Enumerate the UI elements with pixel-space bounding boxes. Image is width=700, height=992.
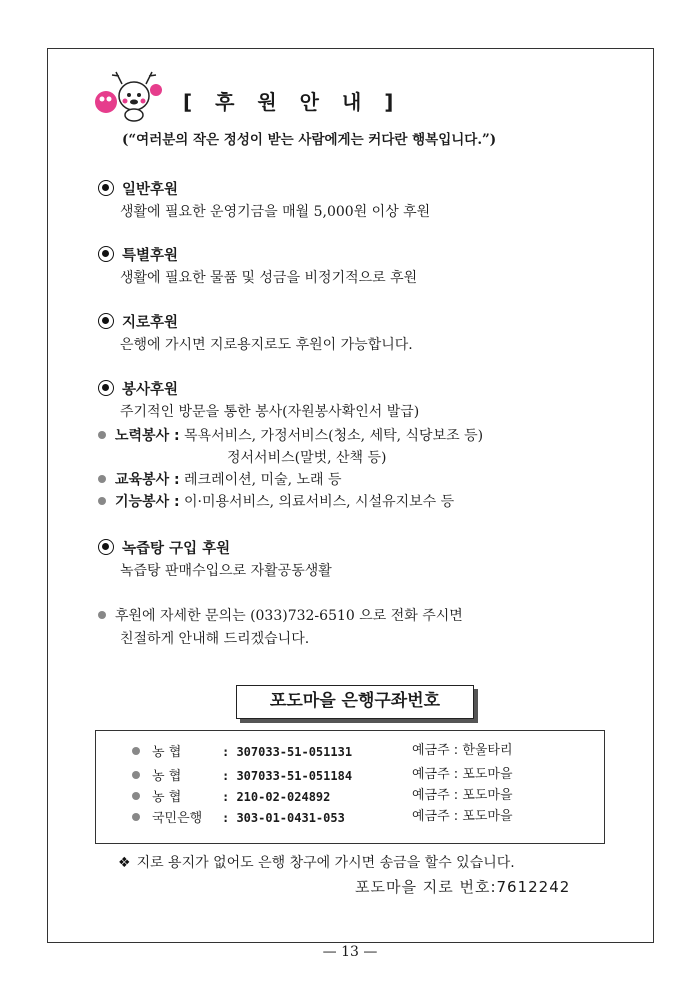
page-number: — 13 — — [322, 944, 378, 960]
section-text-volunteer: 주기적인 방문을 통한 봉사(자원봉사확인서 발급) — [120, 404, 420, 420]
bullet-dot-icon — [98, 497, 106, 505]
contact-info-cont: 친절하게 안내해 드리겠습니다. — [120, 631, 310, 647]
diamond-bullet-icon: ❖ — [118, 855, 131, 871]
section-heading-general: 일반후원 — [98, 178, 178, 199]
account-row: 농 협 : 210-02-024892 — [132, 786, 330, 805]
bullet-dot-icon — [132, 792, 140, 800]
volunteer-item-labor-cont: 정서서비스(말벗, 산책 등) — [227, 450, 387, 466]
section-text-purchase: 녹즙탕 판매수입으로 자활공동생활 — [120, 563, 332, 579]
bullet-dot-icon — [132, 771, 140, 779]
giro-notice: ❖ 지로 용지가 없어도 은행 창구에 가시면 송금을 할수 있습니다. — [118, 855, 515, 871]
bullseye-icon — [98, 539, 114, 555]
volunteer-item-skill: 기능봉사 : 이·미용서비스, 의료서비스, 시설유지보수 등 — [98, 491, 454, 511]
section-heading-volunteer: 봉사후원 — [98, 378, 178, 399]
mascot-icon — [92, 66, 166, 122]
bullet-dot-icon — [98, 611, 106, 619]
account-holder: 예금주 : 한울타리 — [412, 743, 513, 758]
page-subtitle: (“여러분의 작은 정성이 받는 사람에게는 커다란 행복입니다.”) — [122, 132, 497, 148]
bullseye-icon — [98, 246, 114, 262]
account-holder: 예금주 : 포도마을 — [412, 788, 513, 803]
page-title: [ 후 원 안 내 ] — [183, 90, 402, 114]
bullet-dot-icon — [132, 747, 140, 755]
section-heading-purchase: 녹즙탕 구입 후원 — [98, 537, 230, 558]
bullseye-icon — [98, 380, 114, 396]
bullet-dot-icon — [98, 431, 106, 439]
account-holder: 예금주 : 포도마을 — [412, 809, 513, 824]
giro-number: 포도마을 지로 번호:7612242 — [355, 878, 571, 896]
volunteer-item-education: 교육봉사 : 레크레이션, 미술, 노래 등 — [98, 469, 342, 489]
contact-info: 후원에 자세한 문의는 (033)732-6510 으로 전화 주시면 — [98, 605, 463, 625]
section-heading-special: 특별후원 — [98, 244, 178, 265]
bullseye-icon — [98, 180, 114, 196]
section-text-special: 생활에 필요한 물품 및 성금을 비정기적으로 후원 — [120, 270, 418, 286]
bank-accounts-title: 포도마을 은행구좌번호 — [236, 685, 474, 719]
account-holder: 예금주 : 포도마을 — [412, 767, 513, 782]
account-row: 국민은행 : 303-01-0431-053 — [132, 807, 345, 826]
bullet-dot-icon — [98, 475, 106, 483]
bullseye-icon — [98, 313, 114, 329]
section-heading-giro: 지로후원 — [98, 311, 178, 332]
bullet-dot-icon — [132, 813, 140, 821]
section-text-general: 생활에 필요한 운영기금을 매월 5,000원 이상 후원 — [120, 204, 431, 220]
account-row: 농 협 : 307033-51-051131 — [132, 741, 352, 760]
volunteer-item-labor: 노력봉사 : 목욕서비스, 가정서비스(청소, 세탁, 식당보조 등) — [98, 425, 483, 445]
account-row: 농 협 : 307033-51-051184 — [132, 765, 352, 784]
section-text-giro: 은행에 가시면 지로용지로도 후원이 가능합니다. — [120, 337, 413, 353]
